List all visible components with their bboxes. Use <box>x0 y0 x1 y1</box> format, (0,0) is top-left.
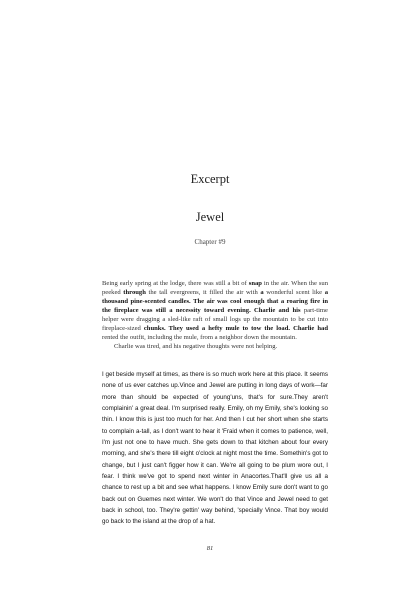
bold-run: through <box>123 289 146 297</box>
bold-run: chunks. They used a hefty mule to tow the load. Charlie had <box>143 325 329 333</box>
journal-paragraph: I get beside myself at times, as there is so much work here at this place. It seems none of us ever catches up.Vince and Jewel are putting in long days of work—far more than should be expected of young'uns, that's for sure.They aren't complainin' a great deal. I'm surprised really. Emily, oh my Emily, she's looking so thin. I know this is just too much for her. And then I cut her short when she starts to complain a-tall, as I don't want to hear it 'Fraid when it comes to patience, well, I'm just not one to have much. She gets down to that kitchen about four every morning, and she's there till eight o'clock at night most the time. Somethin's got to change, but I just can't figger how it can. We're all going to be plum wore out, I fear. I think we've got to spend next winter in Anacortes.That'll give us all a chance to rest up a bit and see what happens. I know Emily sure don't want to go back out on Guemes next winter. We won't do that Vince and Jewel need to get back in school, too. They're gettin' way behind, 'specially Vince. That boy would go back to the island at the drop of a hat. <box>102 371 328 526</box>
text-run: rented the outfit, including the mule, from a neighbor down the mountain. <box>102 334 297 342</box>
text-run: the tall evergreens, it filled the air with <box>145 289 261 297</box>
narrative-paragraph-2: Charlie was tired, and his negative thoughts were not helping. <box>114 343 278 351</box>
bold-run: a <box>260 289 264 297</box>
text-run: part-time helper were dragging a sled-like raft of small logs up the mountain to be cut into fireplace-sized <box>102 307 328 333</box>
bold-run: a thousand pine-scented candles. The air was cool enough that a roaring fire in the fireplace was still a necessity toward evening. Charlie and his <box>102 289 328 315</box>
narrative-text <box>102 279 328 351</box>
bold-run: snap <box>248 280 262 287</box>
text-run: wonderful scent like <box>263 289 325 297</box>
text-run: in the air. When the sun peeked <box>102 280 328 297</box>
text-run: Being early spring at the lodge, there was still a bit of <box>102 280 249 287</box>
chapter-number: Chapter #9 <box>194 238 226 246</box>
page-number: 81 <box>206 545 214 552</box>
narrative-paragraph-1 <box>102 279 328 342</box>
journal-text <box>102 369 328 528</box>
chapter-title: Jewel <box>195 210 225 224</box>
excerpt-heading: Excerpt <box>190 172 230 186</box>
